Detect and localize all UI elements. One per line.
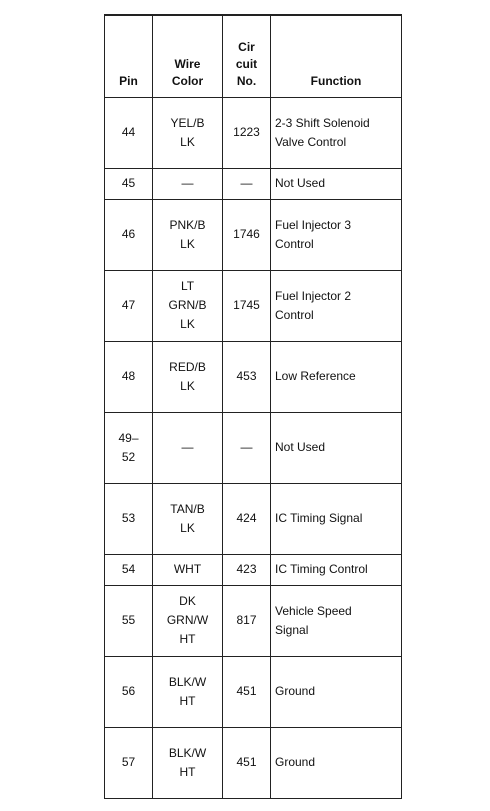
cell-function: Low Reference (271, 341, 402, 412)
cell-function: Not Used (271, 412, 402, 483)
cell-function: Not Used (271, 168, 402, 199)
cell-wire-color: — (153, 168, 223, 199)
cell-wire-color: BLK/W HT (153, 656, 223, 727)
cell-circuit-no: 1745 (223, 270, 271, 341)
cell-wire-color: LT GRN/B LK (153, 270, 223, 341)
cell-function: Fuel Injector 2 Control (271, 270, 402, 341)
header-circuit-no: Cir cuit No. (223, 15, 271, 97)
cell-pin: 54 (105, 554, 153, 585)
cell-circuit-no: 424 (223, 483, 271, 554)
cell-function: Fuel Injector 3 Control (271, 199, 402, 270)
table-body (105, 97, 402, 798)
table-header-row (105, 15, 402, 97)
cell-function: Vehicle Speed Signal (271, 585, 402, 656)
cell-circuit-no: 451 (223, 656, 271, 727)
table-row (105, 270, 402, 341)
cell-wire-color: RED/B LK (153, 341, 223, 412)
table-row (105, 483, 402, 554)
cell-wire-color: DK GRN/W HT (153, 585, 223, 656)
table-row (105, 727, 402, 798)
cell-circuit-no: — (223, 168, 271, 199)
cell-circuit-no: — (223, 412, 271, 483)
cell-wire-color: WHT (153, 554, 223, 585)
cell-function: IC Timing Signal (271, 483, 402, 554)
cell-pin: 56 (105, 656, 153, 727)
header-wire-color: Wire Color (153, 15, 223, 97)
cell-pin: 44 (105, 97, 153, 168)
cell-pin: 55 (105, 585, 153, 656)
cell-circuit-no: 453 (223, 341, 271, 412)
cell-pin: 45 (105, 168, 153, 199)
cell-function: Ground (271, 727, 402, 798)
table-row (105, 585, 402, 656)
cell-wire-color: TAN/B LK (153, 483, 223, 554)
header-pin: Pin (105, 15, 153, 97)
cell-wire-color: BLK/W HT (153, 727, 223, 798)
cell-pin: 48 (105, 341, 153, 412)
table-row (105, 341, 402, 412)
cell-function: 2-3 Shift Solenoid Valve Control (271, 97, 402, 168)
header-function: Function (271, 15, 402, 97)
cell-circuit-no: 1746 (223, 199, 271, 270)
cell-pin: 53 (105, 483, 153, 554)
cell-wire-color: YEL/B LK (153, 97, 223, 168)
table-row (105, 554, 402, 585)
cell-circuit-no: 1223 (223, 97, 271, 168)
pin-table (104, 14, 402, 799)
table-row (105, 656, 402, 727)
cell-wire-color: PNK/B LK (153, 199, 223, 270)
cell-circuit-no: 817 (223, 585, 271, 656)
table-row (105, 199, 402, 270)
table-row (105, 168, 402, 199)
cell-circuit-no: 451 (223, 727, 271, 798)
cell-function: Ground (271, 656, 402, 727)
cell-function: IC Timing Control (271, 554, 402, 585)
cell-pin: 57 (105, 727, 153, 798)
cell-wire-color: — (153, 412, 223, 483)
cell-pin: 47 (105, 270, 153, 341)
cell-pin: 49– 52 (105, 412, 153, 483)
table-row (105, 97, 402, 168)
cell-pin: 46 (105, 199, 153, 270)
table-row (105, 412, 402, 483)
cell-circuit-no: 423 (223, 554, 271, 585)
